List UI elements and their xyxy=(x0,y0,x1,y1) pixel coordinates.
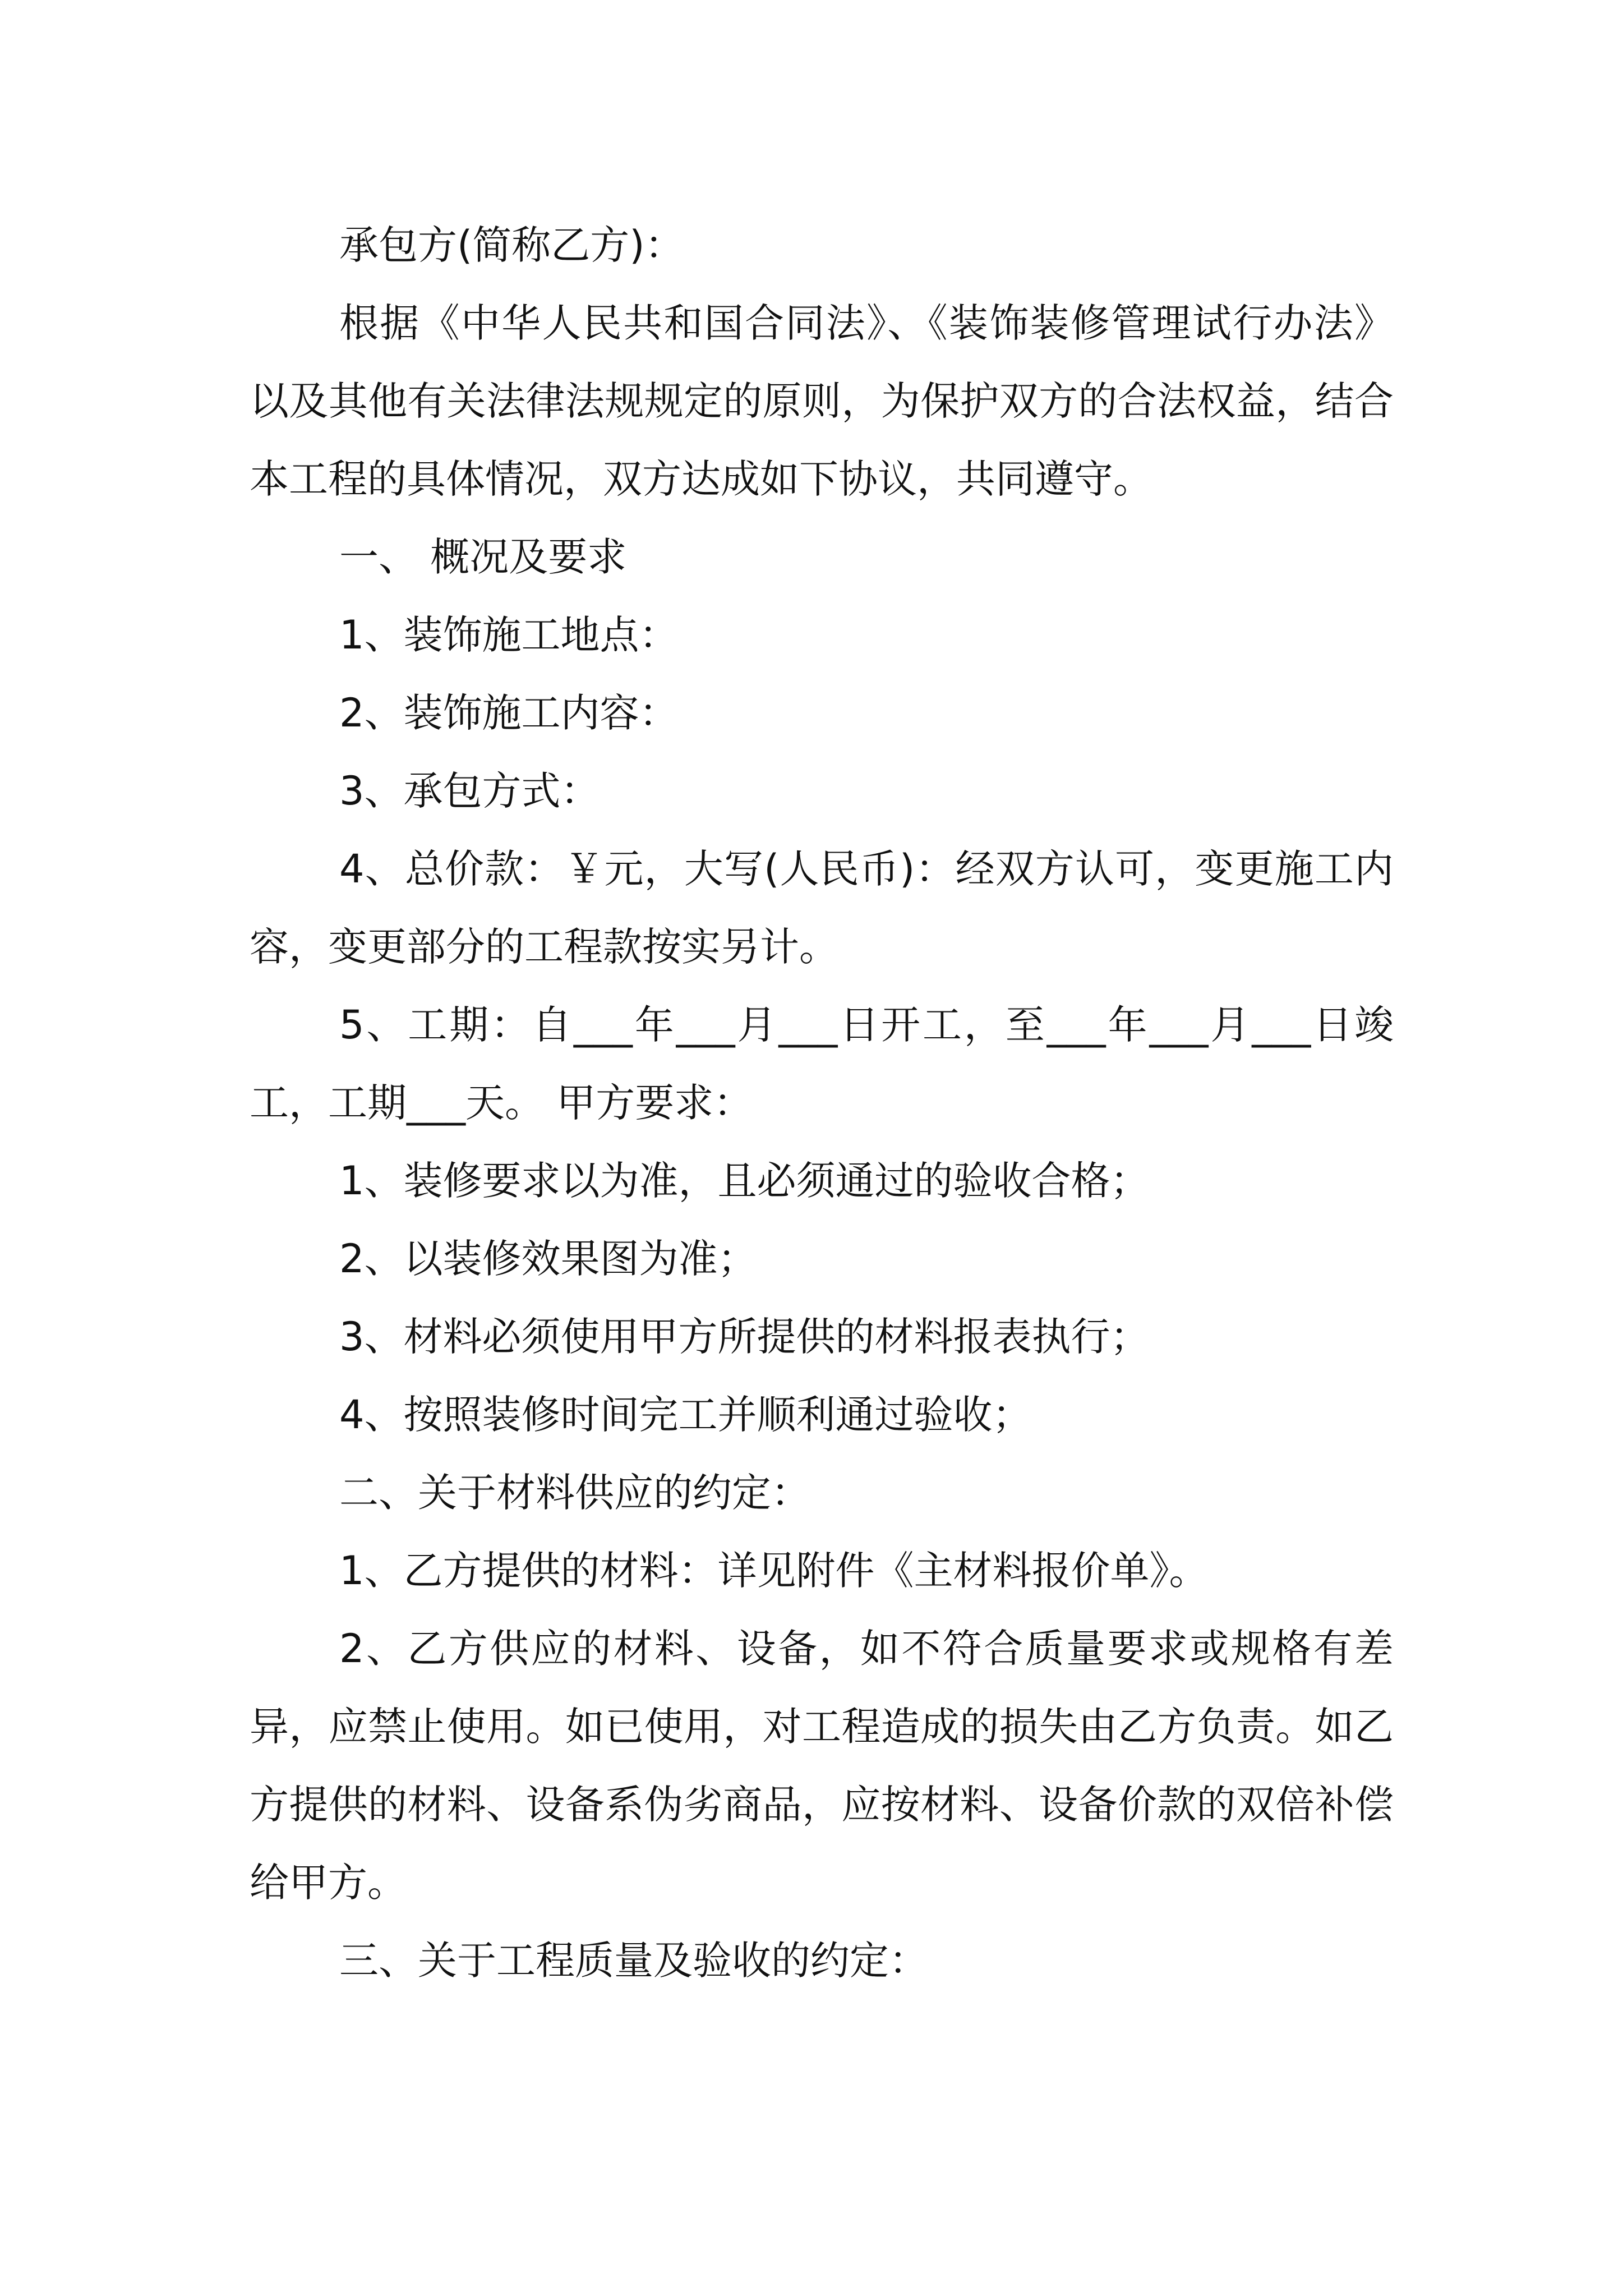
requirement-completion: 4、按照装修时间完工并顺利通过验收； xyxy=(339,1392,1032,1438)
party-b-line: 承包方(简称乙方)： xyxy=(339,222,684,268)
section-3-heading: 三、关于工程质量及验收的约定： xyxy=(339,1938,928,1984)
section-2-heading: 二、关于材料供应的约定： xyxy=(339,1470,810,1516)
requirement-materials: 3、材料必须使用甲方所提供的材料报表执行； xyxy=(339,1314,1150,1360)
requirement-rendering: 2、以装修效果图为准； xyxy=(339,1236,757,1282)
item-contract-method: 3、承包方式： xyxy=(339,768,600,814)
item-construction-content: 2、装饰施工内容： xyxy=(339,690,679,736)
document-body xyxy=(250,206,1394,2000)
material-quality-item: 2、乙方供应的材料、设备，如不符合质量要求或规格有差异，应禁止使用。如已使用，对工程造成的损失由乙方负责。如乙方提供的材料、设备系伪劣商品，应按材料、设备价款的双倍补偿给甲方。 xyxy=(250,1626,1394,1906)
material-list-item: 1、乙方提供的材料：详见附件《主材料报价单》。 xyxy=(339,1548,1209,1594)
preamble-paragraph: 根据《中华人民共和国合同法》、《装饰装修管理试行办法》以及其他有关法律法规规定的原则，为保护双方的合法权益，结合本工程的具体情况，双方达成如下协议，共同遵守。 xyxy=(250,300,1394,502)
section-1-heading: 一、 概况及要求 xyxy=(339,534,627,580)
item-site-location: 1、装饰施工地点： xyxy=(339,612,679,658)
requirement-acceptance: 1、装修要求以为准，且必须通过的验收合格； xyxy=(339,1158,1150,1204)
item-total-price: 4、总价款：￥元，大写(人民币)：经双方认可，变更施工内容，变更部分的工程款按实另计。 xyxy=(250,846,1394,970)
item-construction-period: 5、工期：自___年___月___日开工，至___年___月___日竣工，工期___天。 甲方要求： xyxy=(250,1002,1394,1126)
